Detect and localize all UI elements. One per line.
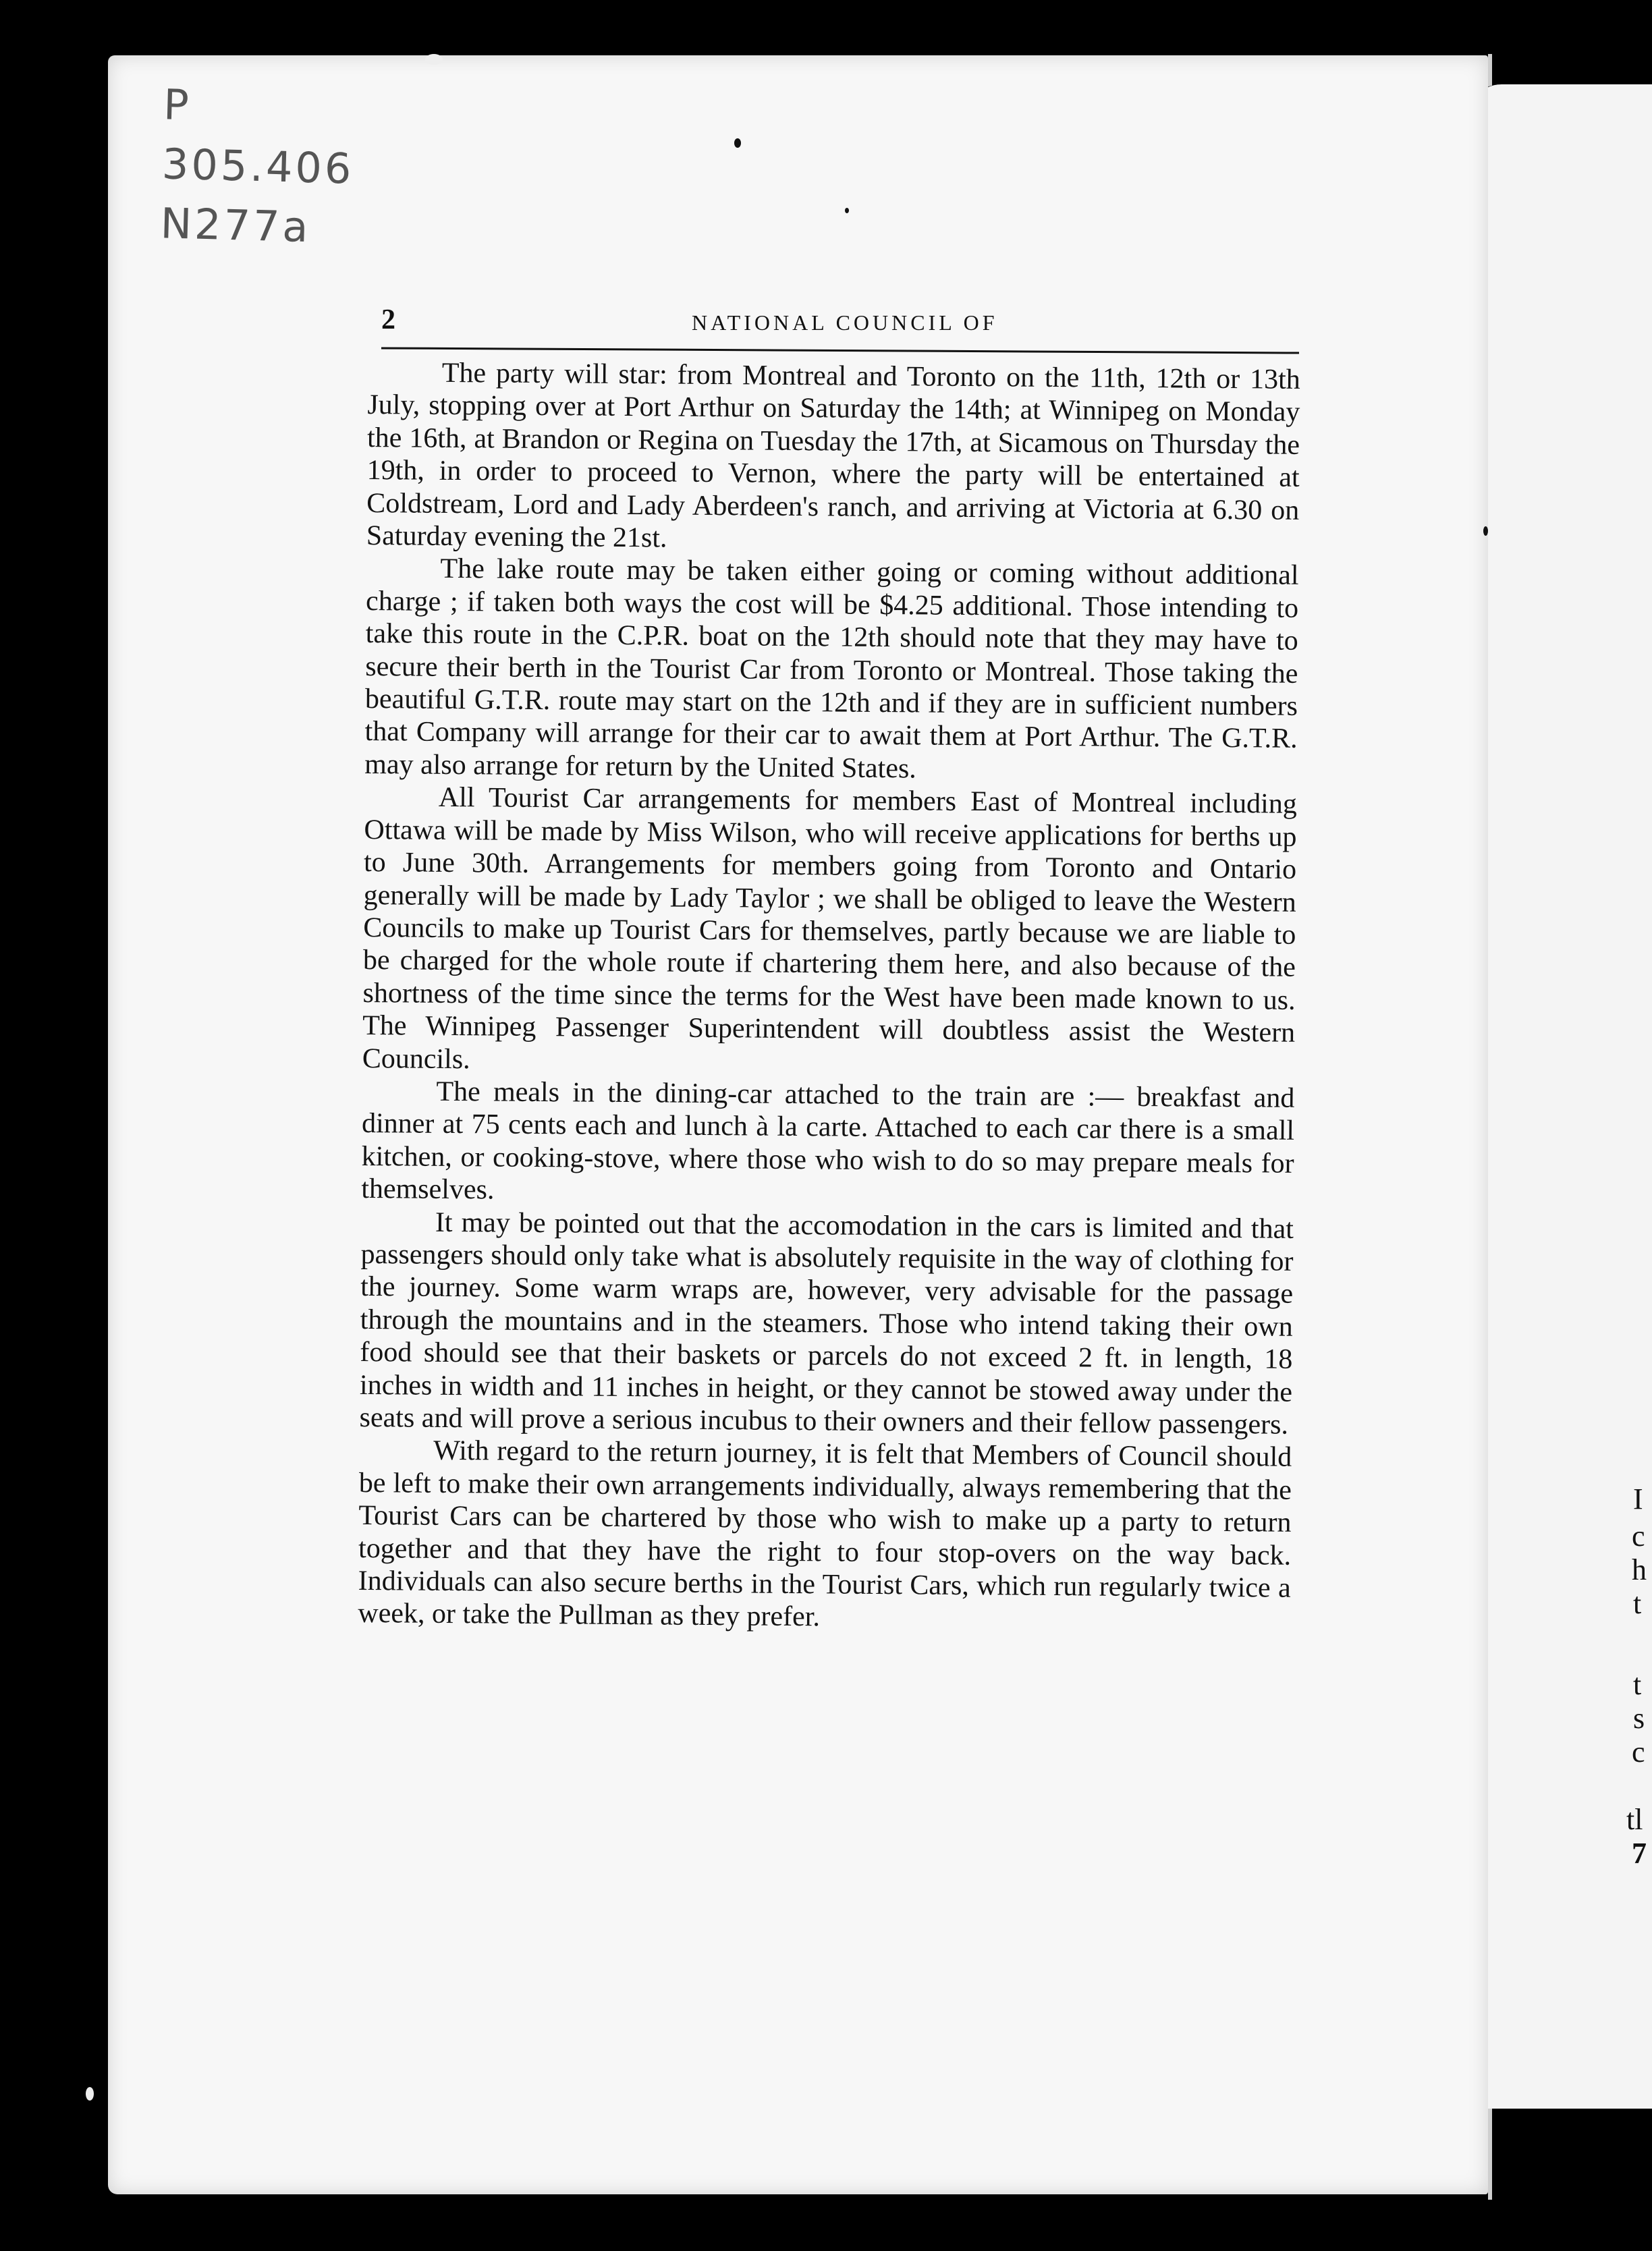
edge-letter: c — [1632, 1520, 1645, 1553]
scan-speck — [1483, 526, 1488, 536]
adjacent-page-edge — [1461, 84, 1652, 2109]
body-text — [358, 356, 1300, 1638]
edge-letter: 7 — [1632, 1837, 1647, 1870]
edge-letter: I — [1633, 1482, 1643, 1516]
call-number-line: P — [163, 80, 192, 130]
edge-letter: t — [1633, 1668, 1642, 1701]
paragraph: The meals in the dining-car attached to the train are :— breakfast and dinner at 75 cents each and lunch à la carte. Attached to each car there is a small kitchen, or cooking-stove, where those who wish to do so may prepare meals for themselves. — [361, 1076, 1295, 1206]
call-number-line: N277a — [159, 198, 312, 252]
edge-letter: t — [1633, 1587, 1642, 1620]
scan-speck — [734, 138, 741, 148]
call-number-line: 305.406 — [161, 139, 355, 194]
handwritten-call-number — [160, 75, 356, 258]
edge-letter: c — [1632, 1735, 1645, 1769]
edge-letter: s — [1633, 1702, 1645, 1735]
scan-speck — [425, 54, 443, 65]
paragraph: All Tourist Car arrangements for members East of Montreal including Ottawa will be made by Miss Wilson, who will receive applications for berths up to June 30th. Arrangements for members going from Toronto and Ontario generally will be made by Lady Taylor ; we shall be obliged to leave the Western Councils to make up Tourist Cars for themselves, partly because we are liable to be charged for the whole route if chartering them here, and also because of the shortness of the time since the terms for the West have been made known to us. The Winnipeg Passenger Superintendent will doubtless assist the Western Councils. — [362, 782, 1298, 1075]
paragraph: The lake route may be taken either going or coming without additional charge ; if taken both ways the cost will be $4.25 additional. Those intending to take this route in the C.P.R. boat on the 12th should note that they may have to secure their berth in the Tourist Car from Toronto or Montreal. Those taking the beautiful G.T.R. route may start on the 12th and if they are in sufficient numbers that Company will arrange for their car to await them at Port Arthur. The G.T.R. may also arrange for return by the United States. — [364, 553, 1299, 785]
page-number: 2 — [381, 304, 395, 335]
edge-letter: h — [1632, 1553, 1647, 1586]
scan-speck — [845, 208, 849, 213]
scan-speck — [86, 2087, 94, 2101]
paragraph: With regard to the return journey, it is felt that Members of Council should be left to make their own arrangements individually, always remembering that the Tourist Cars can be chartered by those who wish to make up a party to return together and that they have the right to four stop-overs on the way back. Individuals can also secure berths in the Tourist Cars, which run regularly twice a week, or take the Pullman as they prefer. — [358, 1435, 1292, 1633]
paragraph: The party will star: from Montreal and Toronto on the 11th, 12th or 13th July, stopping over at Port Arthur on Saturday the 14th; at Winnipeg on Monday the 16th, at Brandon or Regina on Tuesday the 17th, at Sicamous on Thursday the 19th, in order to proceed to Vernon, where the party will be entertained at Coldstream, Lord and Lady Aberdeen's ranch, and arriving at Victoria at 6.30 on Saturday evening the 21st. — [366, 357, 1300, 554]
edge-letter: tl — [1626, 1803, 1643, 1836]
running-head: NATIONAL COUNCIL OF — [692, 310, 998, 335]
paragraph: It may be pointed out that the accomodation in the cars is limited and that passengers should only take what is absolutely requisite in the way of clothing for the journey. Some warm wraps are, however, very advisable for the passage through the mountains and in the steamers. Those who intend taking their own food should see that their baskets or parcels do not exceed 2 ft. in length, 18 inches in width and 11 inches in height, or they cannot be stowed away under the seats and will prove a serious incubus to their owners and their fellow passengers. — [359, 1206, 1294, 1441]
